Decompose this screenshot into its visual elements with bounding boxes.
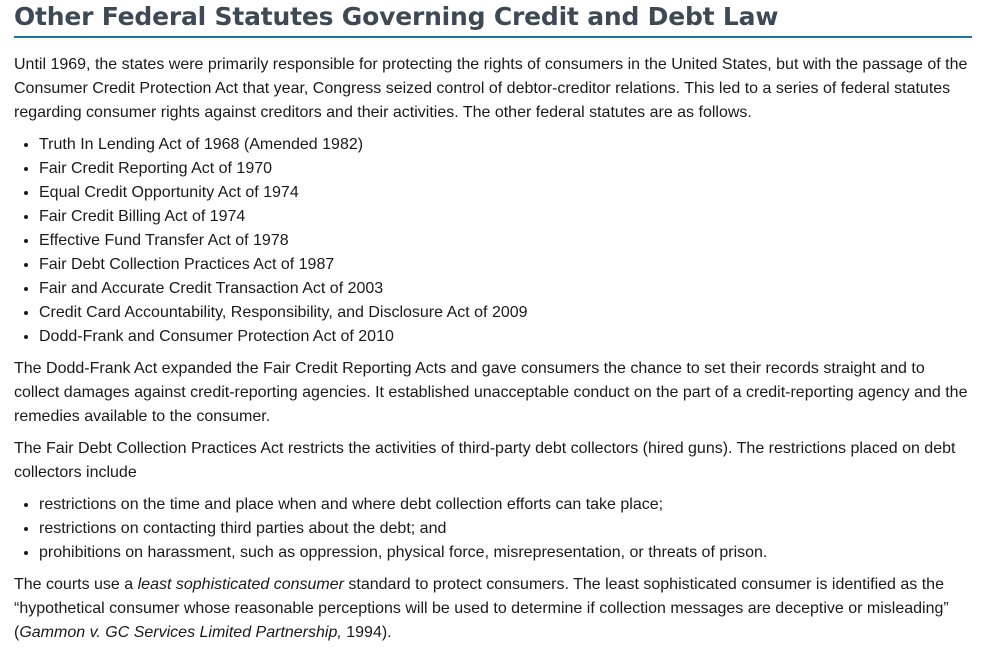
list-item: • restrictions on the time and place when and where debt collection efforts can take place; <box>39 493 972 517</box>
intro-paragraph: Until 1969, the states were primarily responsible for protecting the rights of consumers in the United States, but with the passage of the Consumer Credit Protection Act that year, Congress seized control of debtor-creditor relations. This led to a series of federal statutes regarding consumer rights against creditors and their activities. The other federal statutes are as follows. <box>14 56 968 121</box>
courts-text-end: 1994). <box>341 624 392 641</box>
section-heading: Other Federal Statutes Governing Credit and Debt Law <box>14 0 972 38</box>
dodd-frank-paragraph: The Dodd-Frank Act expanded the Fair Credit Reporting Acts and gave consumers the chance to set their records straight and to collect damages against credit-reporting agencies. It established unacceptable conduct on the part of a credit-reporting agency and the remedies available to the consumer. <box>14 360 968 425</box>
case-citation: Gammon v. GC Services Limited Partnership, <box>19 624 342 641</box>
list-item: • Credit Card Accountability, Responsibility, and Disclosure Act of 2009 <box>39 301 972 325</box>
legal-term: least sophisticated consumer <box>137 576 344 593</box>
list-item: • Truth In Lending Act of 1968 (Amended 1982) <box>39 133 972 157</box>
document-page <box>14 0 972 645</box>
list-item: • Effective Fund Transfer Act of 1978 <box>39 229 972 253</box>
list-item: • restrictions on contacting third parties about the debt; and <box>39 517 972 541</box>
list-item: • Fair Credit Billing Act of 1974 <box>39 205 972 229</box>
list-item: • Fair Debt Collection Practices Act of 1987 <box>39 253 972 277</box>
fdcpa-paragraph: The Fair Debt Collection Practices Act restricts the activities of third-party debt collectors (hired guns). The restrictions placed on debt collectors include <box>14 440 956 481</box>
list-item: • Equal Credit Opportunity Act of 1974 <box>39 181 972 205</box>
courts-paragraph <box>14 573 972 645</box>
list-item: • Dodd-Frank and Consumer Protection Act of 2010 <box>39 325 972 349</box>
list-item: • Fair Credit Reporting Act of 1970 <box>39 157 972 181</box>
list-item: • prohibitions on harassment, such as oppression, physical force, misrepresentation, or threats of prison. <box>39 541 972 565</box>
list-item: • Fair and Accurate Credit Transaction Act of 2003 <box>39 277 972 301</box>
restrictions-list <box>14 493 972 565</box>
courts-text-start: The courts use a <box>14 576 138 593</box>
courts-text-middle: standard to protect consumers. The least sophisticated consumer is identified as the “hypothetical consumer whose reasonable perceptions will be used to determine if collection messages are deceptive or misleading” ( <box>14 576 949 641</box>
statutes-list <box>14 133 972 349</box>
